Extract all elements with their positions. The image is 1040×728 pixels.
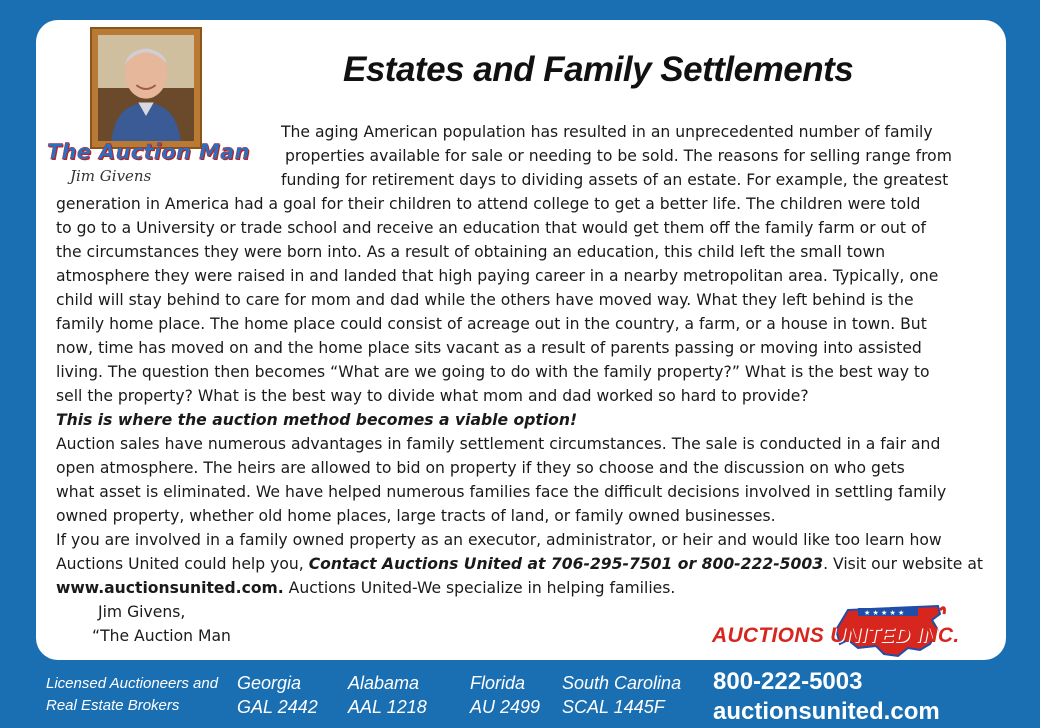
state-name: Alabama <box>348 673 420 693</box>
body-line: owned property, whether old home places, large tracts of land, or family owned businesses. <box>56 507 776 525</box>
licensed-line2: Real Estate Brokers <box>46 697 180 714</box>
svg-text:★ ★ ★ ★ ★: ★ ★ ★ ★ ★ <box>864 609 905 617</box>
body-line: what asset is eliminated. We have helped numerous families face the difficult decisions involved in settling family <box>56 483 947 501</box>
contact-phone-text: Contact Auctions United at 706-295-7501 or 800-222-5003 <box>308 555 824 573</box>
body-line: properties available for sale or needing to be sold. The reasons for selling range from <box>285 147 952 165</box>
state-alabama <box>348 671 427 719</box>
state-license: AU 2499 <box>470 697 541 717</box>
licensed-line1: Licensed Auctioneers and <box>46 675 219 692</box>
body-line: generation in America had a goal for their children to attend college to get a better life. The children were told <box>56 195 921 213</box>
sign-name: Jim Givens, <box>98 603 186 621</box>
state-florida <box>470 671 540 719</box>
auctions-united-logo <box>708 600 998 670</box>
body-line: the circumstances they were born into. As a result of obtaining an education, this child left the small town <box>56 243 886 261</box>
body-line: If you are involved in a family owned property as an executor, administrator, or heir and would like too learn how <box>56 531 942 549</box>
state-license: GAL 2442 <box>237 697 318 717</box>
licensed-text <box>46 673 218 717</box>
state-license: SCAL 1445F <box>562 697 665 717</box>
body-line: family home place. The home place could consist of acreage out in the country, a farm, or a house in town. But <box>56 315 927 333</box>
contact-suffix: . Visit our website at <box>823 555 984 573</box>
tagline: Auctions United-We specialize in helping families. <box>283 579 676 597</box>
body-line: child will stay behind to care for mom and dad while the others have moved way. What they left behind is the <box>56 291 914 309</box>
footer-phone[interactable]: 800-222-5003 <box>713 668 863 695</box>
signature: Jim Givens <box>70 167 152 185</box>
state-license: AAL 1218 <box>348 697 427 717</box>
body-line: atmosphere they were raised in and landed that high paying career in a nearby metropolitan area. Typically, one <box>56 267 939 285</box>
body-line: The aging American population has resulted in an unprecedented number of family <box>281 123 933 141</box>
sign-title: “The Auction Man <box>92 627 231 645</box>
logo-text: AUCTIONS UNITED INC. <box>712 624 960 647</box>
state-name: Georgia <box>237 673 302 693</box>
body-line: funding for retirement days to dividing assets of an estate. For example, the greatest <box>281 171 949 189</box>
contact-prefix: Auctions United could help you, <box>56 555 309 573</box>
footer-website[interactable]: auctionsunited.com <box>713 698 940 725</box>
website-link[interactable]: www.auctionsunited.com. <box>56 579 284 597</box>
state-south-carolina <box>562 671 681 719</box>
body-line: now, time has moved on and the home place sits vacant as a result of parents passing or moving into assisted <box>56 339 922 357</box>
body-line: open atmosphere. The heirs are allowed to bid on property if they so choose and the discussion on who gets <box>56 459 905 477</box>
contact-line <box>56 554 983 574</box>
body-line: to go to a University or trade school and receive an education that would get them off the family farm or out of <box>56 219 927 237</box>
state-georgia <box>237 671 318 719</box>
page-title: Estates and Family Settlements <box>343 50 854 89</box>
emphasis-line: This is where the auction method becomes a viable option! <box>56 411 578 429</box>
website-line <box>56 578 675 598</box>
body-line: Auction sales have numerous advantages in family settlement circumstances. The sale is conducted in a fair and <box>56 435 941 453</box>
body-line: sell the property? What is the best way to divide what mom and dad worked so hard to provide? <box>56 387 809 405</box>
state-name: South Carolina <box>562 673 682 693</box>
body-line: living. The question then becomes “What are we going to do with the family property?” What is the best way to <box>56 363 930 381</box>
state-name: Florida <box>470 673 526 693</box>
auction-man-title: The Auction Man <box>47 140 250 164</box>
